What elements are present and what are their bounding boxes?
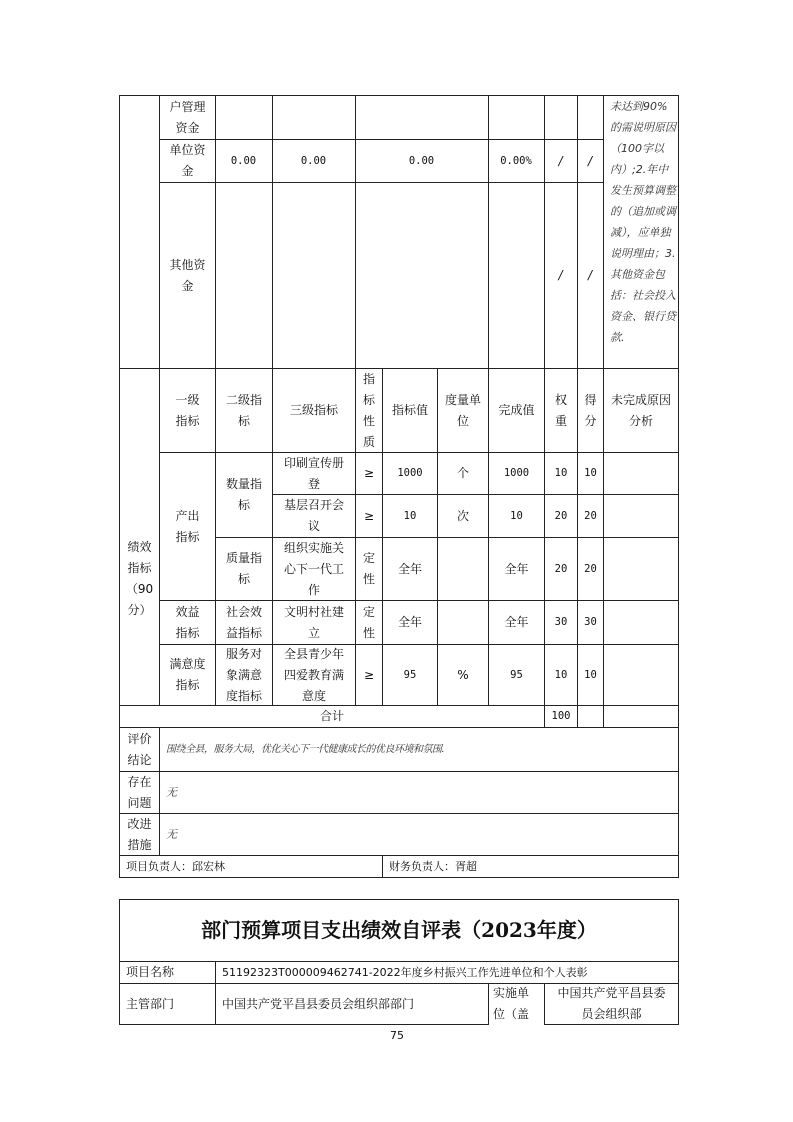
indicator-nature: 定性 [362, 604, 375, 640]
indicator-unit: % [457, 667, 469, 682]
funding-label: 户管理资金 [169, 99, 206, 135]
problems-label: 存在问题 [127, 774, 152, 810]
funding-value: / [558, 153, 563, 168]
indicator-score: 20 [584, 562, 597, 575]
total-weight: 100 [551, 710, 571, 722]
improvements-text: 无 [166, 828, 177, 841]
level2-cell: 数量指标 [226, 477, 263, 512]
header-level1: 一级指标 [175, 392, 200, 428]
header-reason: 未完成原因分析 [610, 392, 671, 428]
funding-value: / [558, 268, 563, 282]
header-weight: 权重 [554, 392, 567, 428]
funding-label: 单位资金 [169, 143, 206, 178]
funding-value: 0.00 [300, 154, 327, 167]
indicator-actual: 全年 [504, 561, 529, 576]
indicator-score: 20 [584, 509, 597, 522]
indicator-actual: 1000 [503, 467, 530, 479]
indicator-nature: ≥ [363, 466, 375, 480]
dept-value: 中国共产党平昌县委员会组织部部门 [222, 996, 415, 1011]
indicator-unit [438, 538, 488, 600]
total-score [578, 706, 603, 727]
level1-cell: 满意度指标 [169, 657, 206, 692]
indicator-level3: 全县青少年四爱教育满意度 [283, 646, 344, 703]
indicator-weight: 30 [554, 616, 568, 628]
indicator-reason [604, 495, 678, 537]
impl-unit-label: 实施单位（盖 [493, 986, 530, 1021]
indicators-section-label: 绩效指标（90分） [125, 539, 154, 617]
indicator-actual: 10 [510, 509, 523, 522]
funding-note: 未达到90%的需说明原因（100字以内）;2.年中发生预算调整的（追加或调减），应单独说明理由；3.其他资金包括：社会投入资金、银行贷款. [610, 100, 676, 344]
indicator-level3: 组织实施关心下一代工作 [283, 540, 344, 597]
improvements-label: 改进措施 [127, 816, 152, 852]
indicator-actual: 全年 [504, 615, 529, 629]
indicator-target: 1000 [397, 467, 423, 479]
funding-label: 其他资金 [169, 257, 206, 293]
indicator-nature: 定性 [362, 551, 375, 586]
indicator-target: 全年 [397, 615, 422, 629]
conclusion-text: 围绕全县，服务大局，优化关心下一代健康成长的优良环境和氛围. [166, 744, 445, 755]
indicator-level3: 基层召开会议 [283, 498, 344, 533]
total-label: 合计 [319, 709, 344, 723]
funding-value: / [587, 153, 593, 168]
indicator-actual: 95 [510, 668, 523, 681]
form-title: 部门预算项目支出绩效自评表（2023年度） [201, 918, 597, 942]
dept-label: 主管部门 [126, 996, 175, 1011]
funding-value: / [587, 268, 593, 282]
funding-value: 0.00 [408, 154, 435, 167]
indicator-reason [604, 601, 678, 644]
indicator-nature: ≥ [363, 667, 375, 682]
indicator-score: 10 [584, 668, 597, 681]
indicator-level3: 文明村社建立 [283, 604, 344, 640]
indicator-unit: 个 [456, 466, 469, 480]
indicator-weight: 10 [554, 668, 568, 681]
project-name-label: 项目名称 [126, 965, 175, 979]
indicator-nature: ≥ [363, 508, 375, 523]
header-actual: 完成值 [498, 403, 535, 417]
header-nature: 指标性质 [362, 371, 375, 449]
level2-cell: 质量指标 [226, 551, 263, 586]
indicator-unit: 次 [456, 508, 469, 523]
impl-unit-value: 中国共产党平昌县委员会组织部 [557, 986, 666, 1021]
indicator-weight: 20 [554, 509, 568, 522]
header-unit: 度量单位 [444, 392, 481, 428]
indicator-unit [438, 601, 488, 644]
project-lead: 项目负责人：邱宏林 [126, 860, 225, 873]
funding-value: 0.00 [230, 154, 257, 167]
indicator-weight: 10 [554, 467, 568, 479]
level1-cell: 产出指标 [175, 508, 200, 544]
indicator-target: 10 [403, 509, 417, 522]
level2-cell: 社会效益指标 [226, 604, 263, 640]
indicator-reason [604, 645, 678, 705]
indicator-reason [604, 453, 678, 494]
header-level2: 二级指标 [226, 392, 263, 428]
problems-text: 无 [166, 786, 177, 799]
page-number: 75 [390, 1028, 404, 1042]
level2-cell: 服务对象满意度指标 [226, 646, 263, 703]
finance-lead: 财务负责人：胥超 [389, 860, 477, 873]
header-level3: 三级指标 [289, 403, 338, 417]
indicator-target: 95 [403, 668, 417, 681]
indicator-score: 10 [584, 467, 597, 479]
funding-value: 0.00% [500, 154, 532, 167]
project-name-value: 51192323T000009462741-2022年度乡村振兴工作先进单位和个人表彰 [222, 966, 588, 979]
indicator-level3: 印刷宣传册登 [283, 455, 344, 491]
indicator-score: 30 [584, 616, 597, 628]
indicator-reason [604, 538, 678, 600]
level1-cell: 效益指标 [175, 604, 200, 640]
indicator-weight: 20 [554, 562, 568, 575]
indicator-target: 全年 [397, 561, 422, 576]
header-target: 指标值 [391, 403, 428, 417]
header-score: 得分 [584, 392, 597, 428]
conclusion-label: 评价结论 [127, 731, 152, 767]
